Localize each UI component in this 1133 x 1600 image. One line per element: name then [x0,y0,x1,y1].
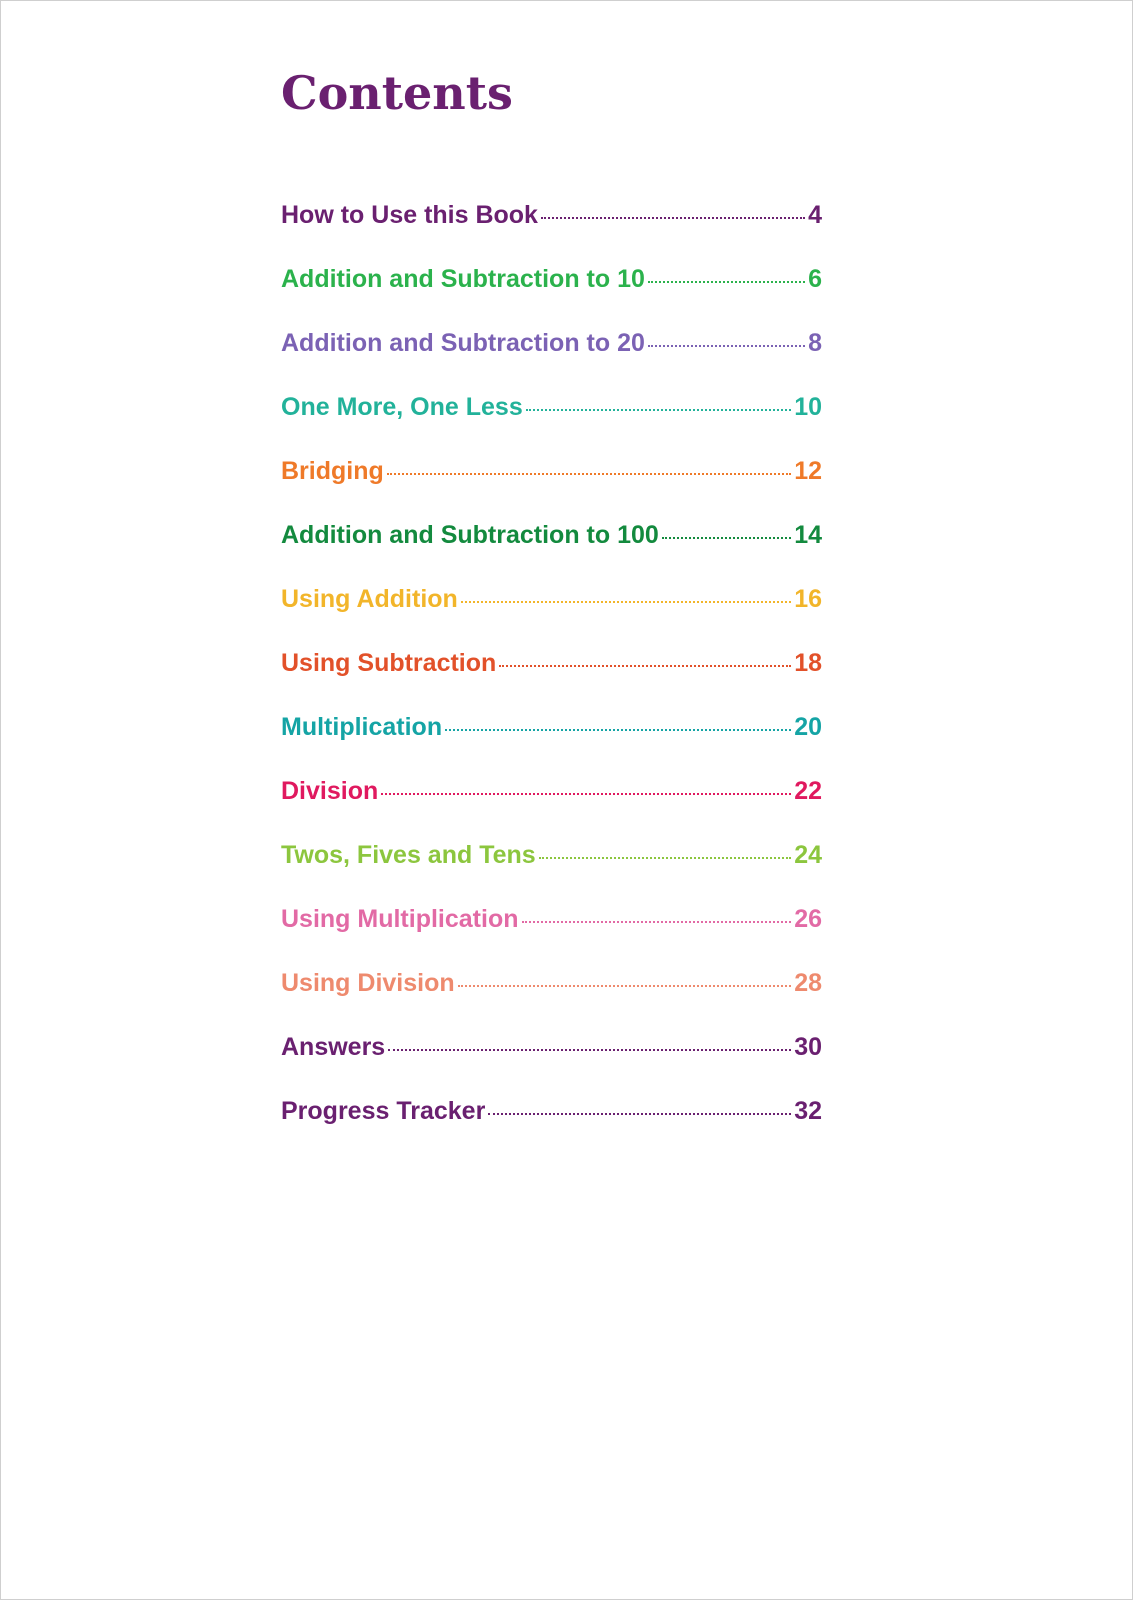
toc-dot-leader [499,665,791,667]
toc-page-number: 10 [794,393,822,421]
toc-entry-title: Multiplication [281,713,443,741]
toc-entry[interactable] [281,515,822,579]
toc-dot-leader [445,729,791,731]
toc-entry-title: How to Use this Book [281,201,538,229]
toc-entry[interactable] [281,899,822,963]
toc-entry[interactable] [281,323,822,387]
toc-page-number: 8 [808,329,822,357]
toc-page-number: 14 [794,521,822,549]
toc-entry[interactable] [281,387,822,451]
toc-page-number: 20 [794,713,822,741]
toc-entry-title: Bridging [281,457,384,485]
toc-dot-leader [526,409,791,411]
table-of-contents [281,195,822,1155]
toc-entry[interactable] [281,771,822,835]
toc-dot-leader [522,921,792,923]
toc-entry-title: Using Multiplication [281,905,519,933]
toc-dot-leader [648,345,805,347]
toc-page-number: 30 [794,1033,822,1061]
toc-dot-leader [388,1049,791,1051]
toc-dot-leader [387,473,791,475]
toc-page-number: 22 [794,777,822,805]
page-title: Contents [281,66,513,120]
toc-entry-title: Answers [281,1033,386,1061]
toc-dot-leader [541,217,805,219]
toc-dot-leader [461,601,791,603]
toc-entry-title: Addition and Subtraction to 10 [281,265,645,293]
toc-page-number: 24 [794,841,822,869]
toc-entry[interactable] [281,259,822,323]
toc-entry-title: One More, One Less [281,393,523,421]
toc-entry[interactable] [281,195,822,259]
toc-entry[interactable] [281,707,822,771]
toc-entry-title: Using Division [281,969,455,997]
toc-page-number: 16 [794,585,822,613]
toc-entry-title: Using Subtraction [281,649,497,677]
toc-page-number: 12 [794,457,822,485]
toc-entry[interactable] [281,1027,822,1091]
toc-page-number: 28 [794,969,822,997]
toc-dot-leader [662,537,791,539]
toc-page-number: 18 [794,649,822,677]
toc-entry-title: Using Addition [281,585,458,613]
toc-page-number: 26 [794,905,822,933]
toc-entry[interactable] [281,451,822,515]
toc-dot-leader [381,793,791,795]
toc-entry-title: Addition and Subtraction to 20 [281,329,645,357]
toc-entry[interactable] [281,643,822,707]
toc-entry-title: Addition and Subtraction to 100 [281,521,659,549]
toc-page-number: 4 [808,201,822,229]
toc-dot-leader [648,281,805,283]
toc-dot-leader [458,985,792,987]
toc-dot-leader [488,1113,791,1115]
toc-page-number: 6 [808,265,822,293]
toc-entry-title: Division [281,777,379,805]
toc-entry[interactable] [281,835,822,899]
toc-entry-title: Twos, Fives and Tens [281,841,536,869]
toc-entry-title: Progress Tracker [281,1097,486,1125]
toc-entry[interactable] [281,1091,822,1155]
toc-entry[interactable] [281,579,822,643]
toc-entry[interactable] [281,963,822,1027]
toc-dot-leader [539,857,792,859]
toc-page-number: 32 [794,1097,822,1125]
